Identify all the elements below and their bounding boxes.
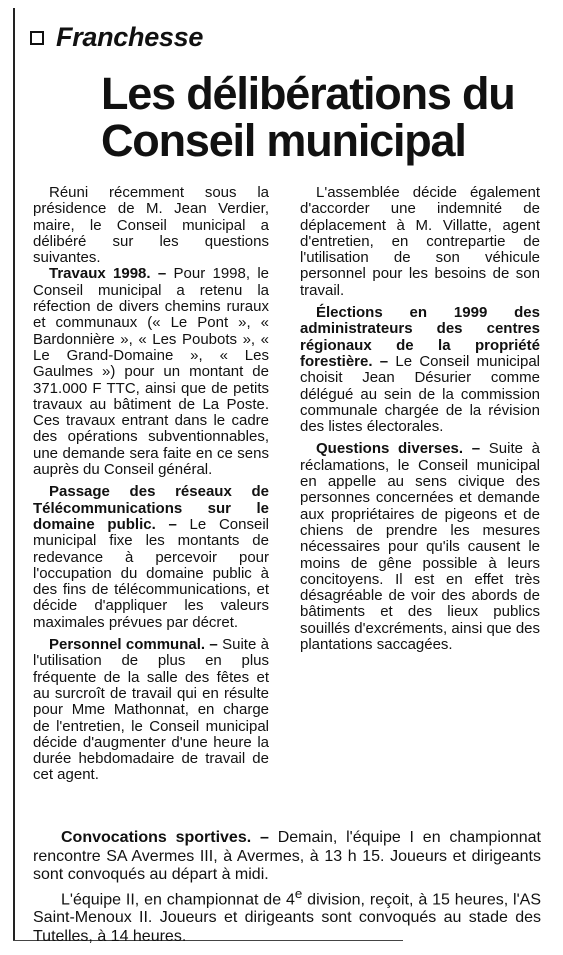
questions-title: Questions diverses. –	[316, 440, 481, 458]
telecom-paragraph	[33, 484, 269, 631]
section-kicker	[30, 22, 203, 53]
travaux-title: Travaux 1998. –	[49, 265, 167, 283]
questions-paragraph	[300, 441, 540, 653]
equipe-two-text-start: L'équipe II, en championnat de 4	[61, 890, 295, 908]
article-column-left	[33, 185, 269, 784]
convocations-title: Convocations sportives. –	[61, 829, 269, 846]
travaux-paragraph	[33, 266, 269, 478]
article-column-right	[300, 185, 540, 653]
sports-section	[33, 829, 541, 946]
equipe-two-text-end: division, reçoit, à 15 heures, l'AS Saint-Menoux II. Joueurs et dirigeants sont convoqués au stade des Tutelles, à 14 heures.	[33, 890, 542, 945]
left-border-rule	[13, 8, 15, 941]
personnel-body: Suite à l'utilisation de plus en plus fréquente de la salle des fêtes et au surcroît de travail qui en résulte pour Mme Mathonnat, en charge de l'entretien, le Conseil municipal décide d'augmenter d'une heure la durée hebdomadaire de travail de cet agent.	[33, 636, 270, 784]
personnel-title: Personnel communal. –	[49, 636, 218, 654]
kicker-title: Franchesse	[56, 22, 204, 52]
telecom-body: Le Conseil municipal fixe les montants de redevance à percevoir pour l'occupation du domaine public à des fins de télécommunications, et décide d'appliquer les valeurs maximales prévues par décret.	[33, 515, 269, 631]
ordinal-superscript: e	[294, 885, 303, 901]
intro-paragraph: Réuni récemment sous la présidence de M. Jean Verdier, maire, le Conseil municipal a délibéré sur les questions suivantes.	[33, 184, 269, 267]
checkbox-square-icon	[30, 31, 44, 45]
elections-paragraph	[300, 305, 540, 435]
questions-body: Suite à réclamations, le Conseil municipal en appelle au sens civique des personnes concernées et demande aux propriétaires de pigeons et de chiens de prendre les mesures nécessaires pour qu'ils causent le moins de gêne possible à leurs concitoyens. Il est en effet très désagréable de voir des abords de bâtiments et des lieux publics souillés d'excréments, ainsi que des plantations saccagées.	[300, 440, 540, 654]
equipe-two-paragraph	[33, 885, 541, 947]
personnel-paragraph-2: L'assemblée décide également d'accorder une indemnité de déplacement à M. Villatte, agent d'entretien, en contrepartie de l'utilisation de son véhicule personnel pour les besoins de son travail.	[300, 184, 540, 299]
elections-title: Élections en 1999 des administrateurs des centres régionaux de la propriété forestière. –	[300, 304, 540, 370]
article-headline: Les délibérations du Conseil municipal	[101, 68, 515, 166]
telecom-title: Passage des réseaux de Télécommunications sur le domaine public. –	[33, 483, 269, 533]
elections-body: Le Conseil municipal choisit Jean Désurier comme délégué au sein de la commission communale chargée de la révision des listes électorales.	[300, 352, 540, 436]
personnel-paragraph	[33, 637, 269, 784]
convocations-body: Demain, l'équipe I en championnat rencontre SA Avermes III, à Avermes, à 13 h 15. Joueurs et dirigeants sont convoqués au départ à midi.	[33, 829, 542, 883]
convocations-paragraph	[33, 829, 541, 885]
travaux-body: Pour 1998, le Conseil municipal a retenu la réfection de divers chemins ruraux et communaux (« Le Pont », « Bardonnière », « Les Poubots », « Le Grand-Domaine », « Les Gaulmes ») pour un montant de 371.000 F TTC, ainsi que de petits travaux au bâtiment de La Poste. Ces travaux entrant dans le cadre des opérations subventionnables, une demande sera faite en ce sens auprès du Conseil général.	[33, 265, 269, 479]
